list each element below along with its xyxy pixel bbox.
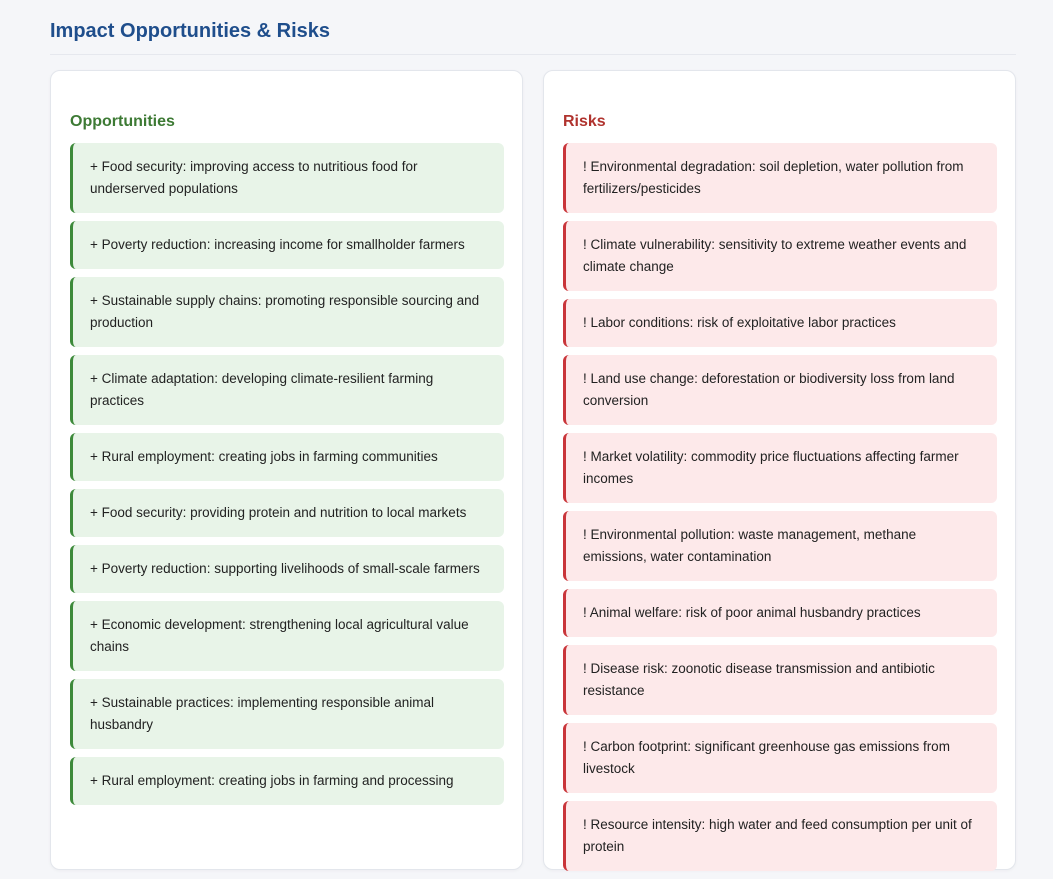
- risk-item: ! Carbon footprint: significant greenhouse gas emissions from livestock: [563, 723, 997, 793]
- opportunity-item: + Food security: providing protein and nutrition to local markets: [70, 489, 504, 537]
- opportunity-item: + Climate adaptation: developing climate-resilient farming practices: [70, 355, 504, 425]
- opportunities-heading: Opportunities: [70, 113, 175, 130]
- risk-item: ! Land use change: deforestation or biodiversity loss from land conversion: [563, 355, 997, 425]
- risk-item: ! Market volatility: commodity price fluctuations affecting farmer incomes: [563, 433, 997, 503]
- page-title: Impact Opportunities & Risks: [50, 20, 331, 42]
- risks-heading: Risks: [563, 113, 606, 130]
- opportunity-item: + Economic development: strengthening local agricultural value chains: [70, 601, 504, 671]
- risks-list: [563, 143, 997, 879]
- risk-item: ! Environmental degradation: soil depletion, water pollution from fertilizers/pesticides: [563, 143, 997, 213]
- risk-item: ! Disease risk: zoonotic disease transmission and antibiotic resistance: [563, 645, 997, 715]
- opportunity-item: + Food security: improving access to nutritious food for underserved populations: [70, 143, 504, 213]
- opportunity-item: + Rural employment: creating jobs in farming communities: [70, 433, 504, 481]
- opportunities-card: [50, 70, 523, 870]
- opportunity-item: + Sustainable supply chains: promoting responsible sourcing and production: [70, 277, 504, 347]
- opportunity-item: + Poverty reduction: supporting livelihoods of small-scale farmers: [70, 545, 504, 593]
- risk-item: ! Environmental pollution: waste management, methane emissions, water contamination: [563, 511, 997, 581]
- risk-item: ! Animal welfare: risk of poor animal husbandry practices: [563, 589, 997, 637]
- title-divider: [50, 54, 1016, 55]
- risk-item: ! Resource intensity: high water and feed consumption per unit of protein: [563, 801, 997, 871]
- risks-card: [543, 70, 1016, 870]
- opportunity-item: + Sustainable practices: implementing responsible animal husbandry: [70, 679, 504, 749]
- risk-item: ! Labor conditions: risk of exploitative labor practices: [563, 299, 997, 347]
- risk-item: ! Climate vulnerability: sensitivity to extreme weather events and climate change: [563, 221, 997, 291]
- opportunity-item: + Rural employment: creating jobs in farming and processing: [70, 757, 504, 805]
- opportunity-item: + Poverty reduction: increasing income for smallholder farmers: [70, 221, 504, 269]
- opportunities-list: [70, 143, 504, 813]
